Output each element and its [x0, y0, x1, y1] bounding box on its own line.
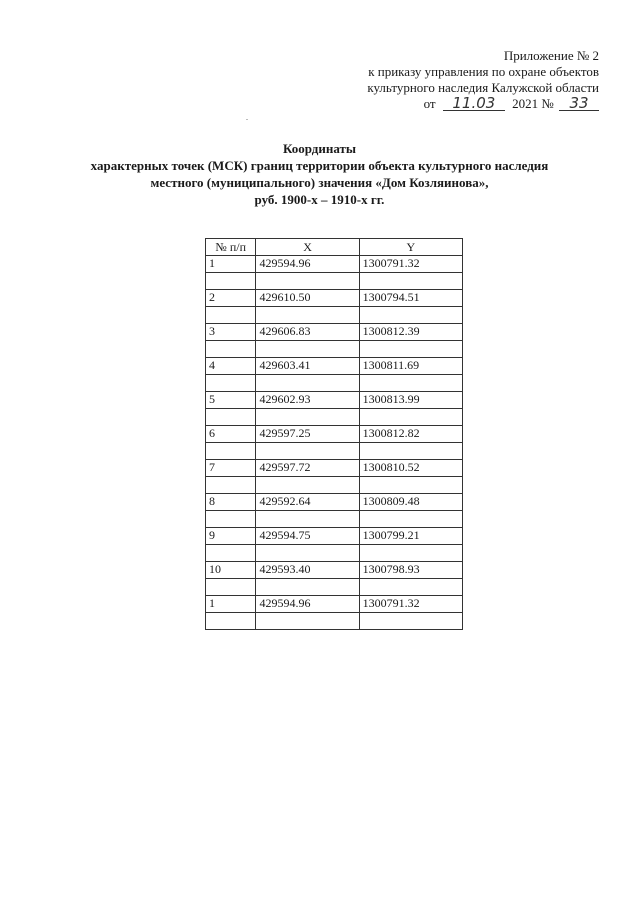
document-header [367, 48, 599, 112]
cell-x [256, 545, 359, 562]
cell-y [359, 545, 462, 562]
handwritten-number: 33 [559, 96, 599, 111]
cell-y: 1300813.99 [359, 392, 462, 409]
cell-point-number [206, 613, 256, 630]
cell-point-number: 1 [206, 596, 256, 613]
table-row [206, 613, 463, 630]
cell-point-number: 9 [206, 528, 256, 545]
title-line-2: характерных точек (МСК) границ территории объекта культурного наследия [90, 158, 549, 173]
cell-y [359, 375, 462, 392]
title-line-4: руб. 1900-х – 1910-х гг. [254, 192, 385, 207]
cell-x [256, 511, 359, 528]
cell-x: 429610.50 [256, 290, 359, 307]
cell-y [359, 307, 462, 324]
table-row [206, 460, 463, 477]
cell-x [256, 409, 359, 426]
cell-point-number [206, 375, 256, 392]
appendix-label: Приложение № 2 [503, 48, 599, 63]
cell-point-number: 1 [206, 256, 256, 273]
cell-point-number [206, 511, 256, 528]
table-row [206, 596, 463, 613]
scan-speck [246, 119, 248, 120]
table-row [206, 358, 463, 375]
table-row [206, 494, 463, 511]
table-row [206, 324, 463, 341]
cell-point-number [206, 409, 256, 426]
order-reference: к приказу управления по охране объектов [368, 64, 599, 79]
cell-y [359, 579, 462, 596]
cell-x: 429602.93 [256, 392, 359, 409]
cell-x [256, 273, 359, 290]
cell-x: 429603.41 [256, 358, 359, 375]
table-row [206, 579, 463, 596]
cell-x: 429597.25 [256, 426, 359, 443]
table-row [206, 426, 463, 443]
cell-y [359, 511, 462, 528]
cell-y [359, 341, 462, 358]
table-row [206, 290, 463, 307]
cell-x [256, 341, 359, 358]
cell-x: 429592.64 [256, 494, 359, 511]
table-row [206, 375, 463, 392]
cell-y: 1300791.32 [359, 256, 462, 273]
cell-point-number: 6 [206, 426, 256, 443]
cell-y [359, 613, 462, 630]
cell-point-number [206, 477, 256, 494]
cell-point-number [206, 273, 256, 290]
table-row [206, 477, 463, 494]
table-body [206, 256, 463, 630]
cell-x [256, 307, 359, 324]
table-row [206, 528, 463, 545]
cell-x [256, 613, 359, 630]
cell-y [359, 443, 462, 460]
issuing-authority: культурного наследия Калужской области [367, 80, 599, 95]
cell-y: 1300809.48 [359, 494, 462, 511]
cell-point-number: 5 [206, 392, 256, 409]
cell-y: 1300798.93 [359, 562, 462, 579]
cell-y: 1300799.21 [359, 528, 462, 545]
cell-x [256, 375, 359, 392]
cell-point-number: 7 [206, 460, 256, 477]
cell-point-number [206, 545, 256, 562]
cell-x [256, 477, 359, 494]
cell-x [256, 579, 359, 596]
cell-point-number [206, 443, 256, 460]
cell-y: 1300794.51 [359, 290, 462, 307]
cell-x: 429606.83 [256, 324, 359, 341]
cell-point-number: 4 [206, 358, 256, 375]
cell-point-number [206, 341, 256, 358]
cell-y: 1300812.82 [359, 426, 462, 443]
table-row [206, 443, 463, 460]
table-row [206, 511, 463, 528]
title-line-3: местного (муниципального) значения «Дом Козляинова», [150, 175, 489, 190]
cell-x: 429594.96 [256, 256, 359, 273]
table-row [206, 562, 463, 579]
table-row [206, 273, 463, 290]
cell-y [359, 477, 462, 494]
cell-x [256, 443, 359, 460]
cell-y [359, 409, 462, 426]
cell-point-number [206, 579, 256, 596]
date-prefix: от [423, 96, 436, 111]
cell-y: 1300811.69 [359, 358, 462, 375]
cell-x: 429594.75 [256, 528, 359, 545]
table-row [206, 307, 463, 324]
table-row [206, 341, 463, 358]
header-x: X [256, 239, 359, 256]
cell-y: 1300810.52 [359, 460, 462, 477]
cell-x: 429593.40 [256, 562, 359, 579]
cell-point-number: 8 [206, 494, 256, 511]
table-row [206, 392, 463, 409]
cell-point-number: 10 [206, 562, 256, 579]
header-point-number: № п/п [206, 239, 256, 256]
coordinates-table [205, 238, 463, 630]
cell-y: 1300812.39 [359, 324, 462, 341]
cell-point-number [206, 307, 256, 324]
cell-x: 429597.72 [256, 460, 359, 477]
cell-y [359, 273, 462, 290]
table-row [206, 256, 463, 273]
header-y: Y [359, 239, 462, 256]
handwritten-date: 11.03 [443, 96, 505, 111]
cell-point-number: 3 [206, 324, 256, 341]
cell-point-number: 2 [206, 290, 256, 307]
title-line-1: Координаты [282, 141, 357, 156]
cell-x: 429594.96 [256, 596, 359, 613]
table-header-row [206, 239, 463, 256]
document-title [0, 140, 639, 208]
table-row [206, 545, 463, 562]
cell-y: 1300791.32 [359, 596, 462, 613]
year-number-label: 2021 № [512, 96, 554, 111]
date-line [367, 96, 599, 112]
table-row [206, 409, 463, 426]
